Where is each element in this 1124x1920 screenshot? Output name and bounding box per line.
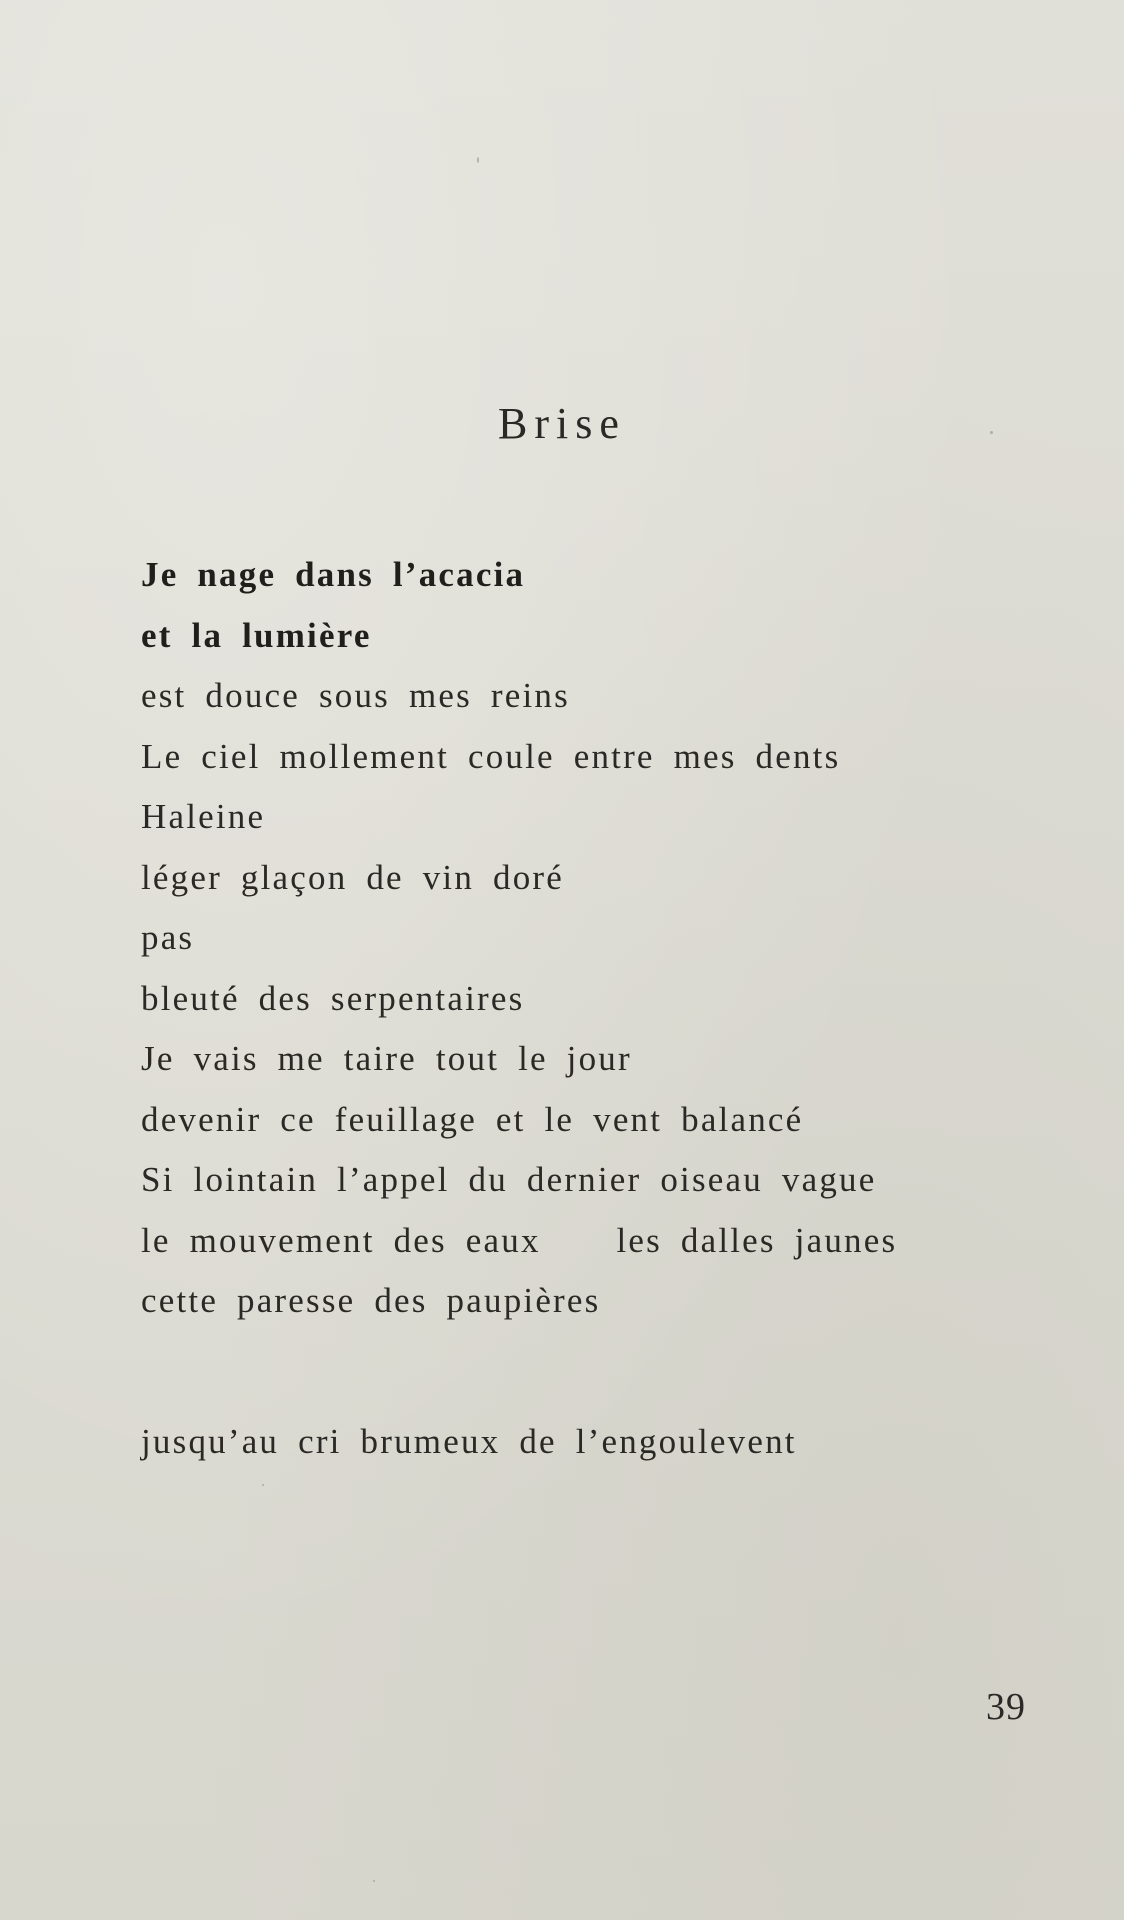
poem-line: jusqu’au cri brumeux de l’engoulevent xyxy=(141,1421,797,1461)
poem-line: cette paresse des paupières xyxy=(141,1281,601,1320)
stanza-1 xyxy=(141,553,1021,1340)
poem-line: Si lointain l’appel du dernier oiseau vague xyxy=(141,1160,877,1199)
poem-line: et la lumière xyxy=(141,615,372,655)
poem-line: Haleine xyxy=(141,797,266,836)
stanza-break xyxy=(141,1340,1021,1420)
poem-line: Je vais me taire tout le jour xyxy=(141,1039,632,1078)
paper-speck xyxy=(262,1484,264,1486)
poem-line: Le ciel mollement coule entre mes dents xyxy=(141,736,841,776)
stanza-2 xyxy=(141,1420,1021,1481)
poem-line: est douce sous mes reins xyxy=(141,676,570,715)
poem-line: bleuté des serpentaires xyxy=(141,978,525,1018)
poem-title: Brise xyxy=(498,399,626,448)
page-number: 39 xyxy=(986,1686,1026,1728)
poem-line: le mouvement des eaux les dalles jaunes xyxy=(141,1220,898,1260)
paper-speck xyxy=(477,157,479,163)
poem-body xyxy=(141,553,1021,1480)
poem-line: léger glaçon de vin doré xyxy=(141,857,564,897)
paper-speck xyxy=(373,1880,375,1882)
poem-line: Je nage dans l’acacia xyxy=(141,555,526,594)
poem-line: pas xyxy=(141,918,195,957)
poem-line: devenir ce feuillage et le vent balancé xyxy=(141,1099,804,1139)
